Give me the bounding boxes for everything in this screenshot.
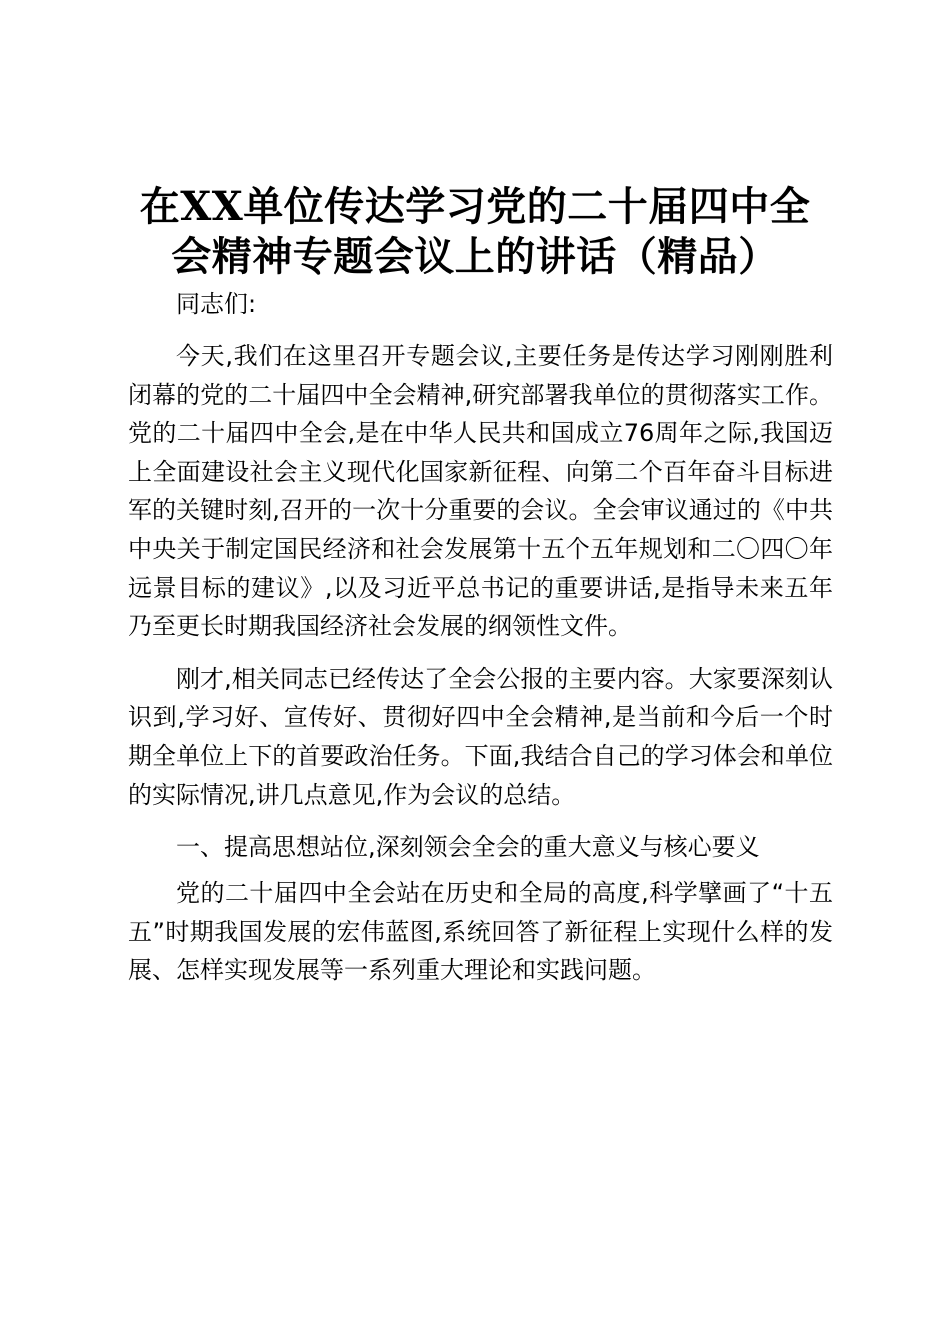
document-title-line-2: 会精神专题会议上的讲话（精品）: [171, 233, 779, 280]
paragraph-opening: 今天,我们在这里召开专题会议,主要任务是传达学习刚刚胜利闭幕的党的二十届四中全会精神,研究部署我单位的贯彻落实工作。党的二十届四中全会,是在中华人民共和国成立76周年之际,我国迈上全面建设社会主义现代化国家新征程、向第二个百年奋斗目标进军的关键时刻,召开的一次十分重要的会议。全会审议通过的《中共中央关于制定国民经济和社会发展第十五个五年规划和二〇四〇年远景目标的建议》,以及习近平总书记的重要讲话,是指导未来五年乃至更长时期我国经济社会发展的纲领性文件。: [128, 342, 833, 641]
paragraph-transition: 刚才,相关同志已经传达了全会公报的主要内容。大家要深刻认识到,学习好、宣传好、贯彻好四中全会精神,是当前和今后一个时期全单位上下的首要政治任务。下面,我结合自己的学习体会和单位的实际情况,讲几点意见,作为会议的总结。: [128, 664, 833, 809]
document-body: [128, 285, 833, 1004]
document-title-line-1: 在XX单位传达学习党的二十届四中全: [139, 183, 811, 230]
salutation: 同志们:: [176, 290, 257, 318]
document-title: [120, 182, 830, 282]
section-1-paragraph: 党的二十届四中全会站在历史和全局的高度,科学擘画了“十五五”时期我国发展的宏伟蓝图,系统回答了新征程上实现什么样的发展、怎样实现发展等一系列重大理论和实践问题。: [128, 879, 833, 985]
section-heading-1: 一、提高思想站位,深刻领会全会的重大意义与核心要义: [176, 833, 760, 862]
